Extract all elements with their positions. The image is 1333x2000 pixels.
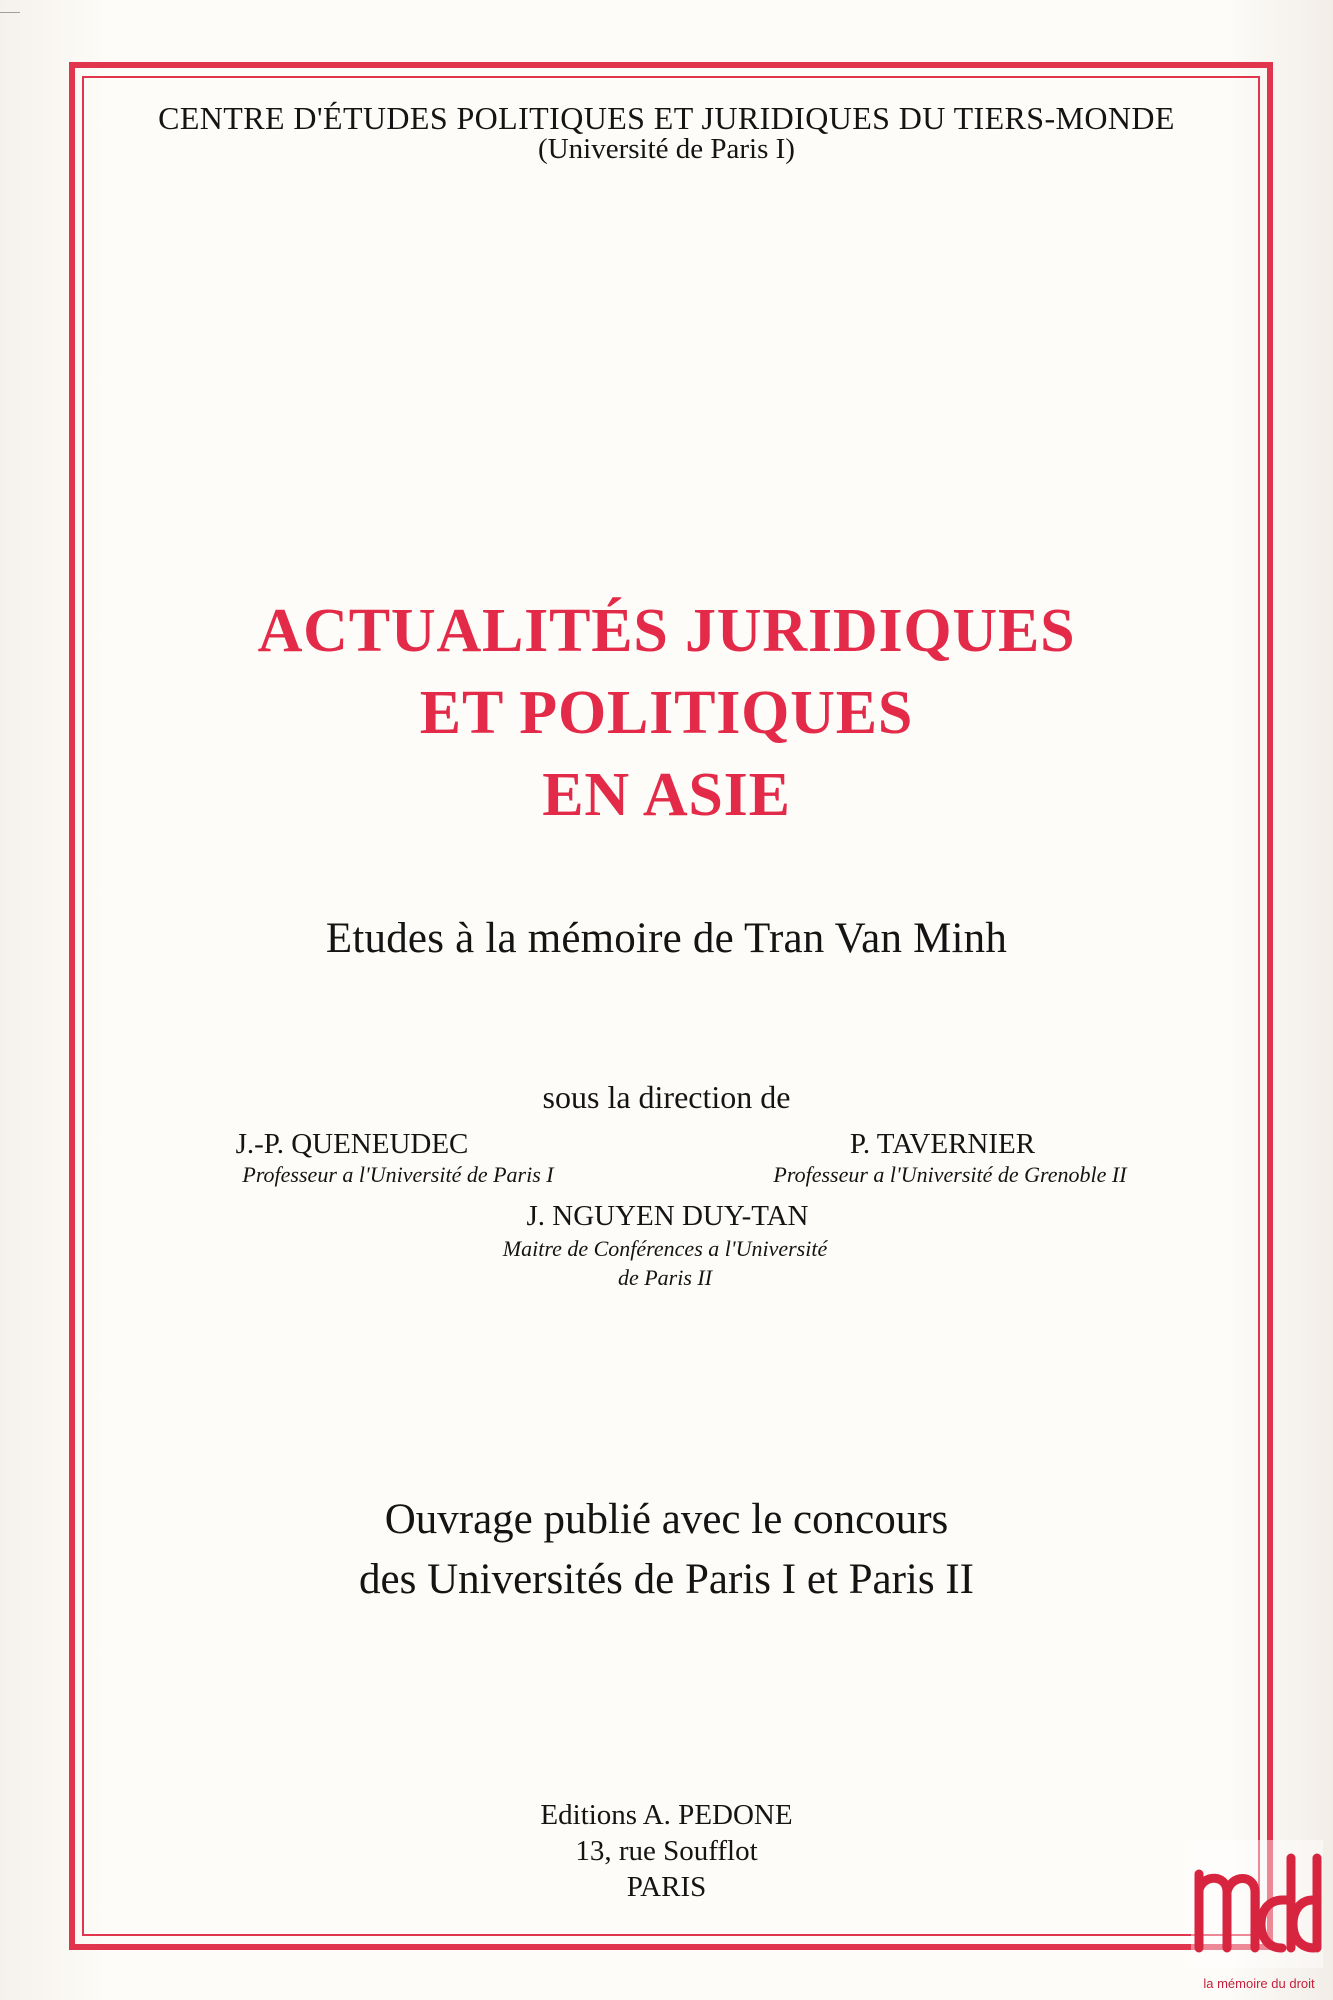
mdd-logo-icon xyxy=(1191,1840,1323,1968)
institution-header: CENTRE D'ÉTUDES POLITIQUES ET JURIDIQUES DU TIERS-MONDE xyxy=(158,100,1175,136)
editor-affiliation-queneudec: Professeur a l'Université de Paris I xyxy=(242,1162,554,1187)
scan-mark xyxy=(0,12,20,13)
watermark xyxy=(1191,1840,1323,1990)
editor-name-queneudec: J.-P. QUENEUDEC xyxy=(235,1128,469,1160)
book-title-line-1: ACTUALITÉS JURIDIQUES xyxy=(257,597,1076,665)
editor-affiliation-nguyen-line-1: Maitre de Conférences a l'Université xyxy=(502,1236,828,1261)
watermark-caption: la mémoire du droit xyxy=(1203,1976,1315,1991)
book-subtitle: Etudes à la mémoire de Tran Van Minh xyxy=(325,915,1008,962)
publisher-name: Editions A. PEDONE xyxy=(540,1799,793,1831)
book-title-line-3: EN ASIE xyxy=(542,761,791,829)
editor-affiliation-tavernier: Professeur a l'Université de Grenoble II xyxy=(773,1162,1127,1187)
institution-subheader: (Université de Paris I) xyxy=(538,133,795,165)
support-statement-line-1: Ouvrage publié avec le concours xyxy=(384,1496,949,1543)
book-title-line-2: ET POLITIQUES xyxy=(419,679,914,747)
editor-name-tavernier: P. TAVERNIER xyxy=(849,1128,1036,1160)
publisher-city: PARIS xyxy=(626,1871,707,1903)
editor-affiliation-nguyen-line-2: de Paris II xyxy=(617,1265,713,1290)
support-statement-line-2: des Universités de Paris I et Paris II xyxy=(359,1556,974,1603)
cover-inner-border xyxy=(82,76,1260,1936)
publisher-address: 13, rue Soufflot xyxy=(575,1835,758,1867)
editor-name-nguyen-duy-tan: J. NGUYEN DUY-TAN xyxy=(526,1200,809,1232)
editorial-direction-label: sous la direction de xyxy=(542,1079,791,1115)
